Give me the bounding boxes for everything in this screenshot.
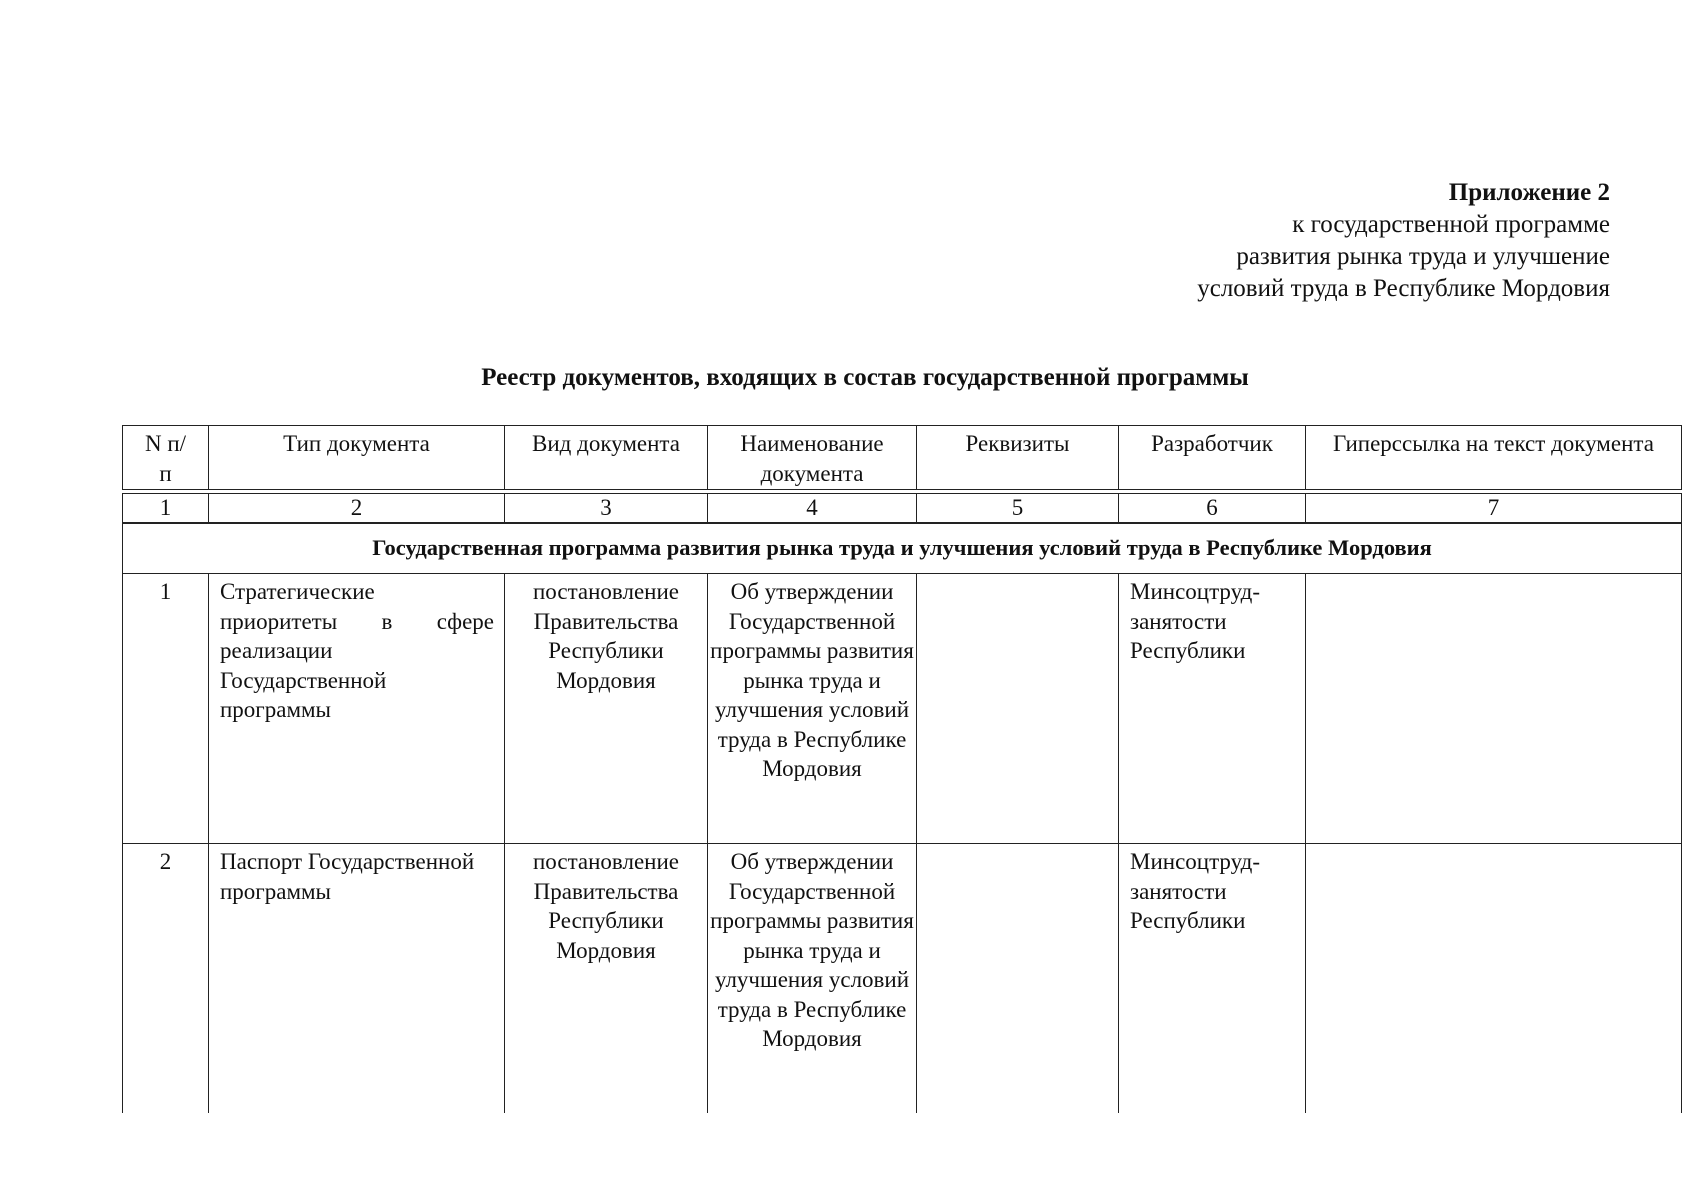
section-row bbox=[123, 523, 1682, 574]
table-row bbox=[123, 574, 1682, 844]
row-name: Об утверждении Государственной программы развития рынка труда и улучшения условий труда в Республике Мордовия bbox=[708, 844, 917, 1114]
row-name: Об утверждении Государственной программы развития рынка труда и улучшения условий труда в Республике Мордовия bbox=[708, 574, 917, 844]
header-cell-name: Наименование документа bbox=[708, 426, 917, 490]
appendix-line-2: развития рынка труда и улучшение bbox=[1236, 243, 1610, 270]
row-developer: Минсоцтруд-занятости Республики bbox=[1119, 574, 1306, 844]
row-kind: постановление Правительства Республики Мордовия bbox=[505, 844, 708, 1114]
header-row bbox=[123, 426, 1682, 490]
row-number: 1 bbox=[123, 574, 209, 844]
column-number: 3 bbox=[505, 494, 708, 524]
column-number: 7 bbox=[1306, 494, 1682, 524]
row-requisites bbox=[917, 844, 1119, 1114]
column-number-row bbox=[123, 494, 1682, 524]
row-link bbox=[1306, 844, 1682, 1114]
appendix-line-1: к государственной программе bbox=[1292, 211, 1610, 238]
column-number: 5 bbox=[917, 494, 1119, 524]
row-kind: постановление Правительства Республики Мордовия bbox=[505, 574, 708, 844]
header-cell-developer: Разработчик bbox=[1119, 426, 1306, 490]
row-requisites bbox=[917, 574, 1119, 844]
column-number-table bbox=[122, 493, 1682, 524]
section-title: Государственная программа развития рынка труда и улучшения условий труда в Республике Мордовия bbox=[123, 523, 1682, 574]
row-developer: Минсоцтруд-занятости Республики bbox=[1119, 844, 1306, 1114]
header-cell-kind: Вид документа bbox=[505, 426, 708, 490]
header-cell-link: Гиперссылка на текст документа bbox=[1306, 426, 1682, 490]
header-cell-number: N п/п bbox=[123, 426, 209, 490]
appendix-heading: Приложение 2 bbox=[1448, 179, 1610, 206]
column-number: 1 bbox=[123, 494, 209, 524]
column-number: 6 bbox=[1119, 494, 1306, 524]
registry-header-table bbox=[122, 425, 1682, 490]
table-row bbox=[123, 844, 1682, 1114]
appendix-block bbox=[1197, 177, 1610, 305]
appendix-line-3: условий труда в Республике Мордовия bbox=[1197, 275, 1610, 302]
row-number: 2 bbox=[123, 844, 209, 1114]
row-type: Паспорт Государственной программы bbox=[209, 844, 505, 1114]
column-number: 4 bbox=[708, 494, 917, 524]
column-number: 2 bbox=[209, 494, 505, 524]
document-title: Реестр документов, входящих в состав государственной программы bbox=[481, 364, 1249, 391]
row-link bbox=[1306, 574, 1682, 844]
row-type: Стратегические приоритеты в сфере реализации Государственной программы bbox=[209, 574, 505, 844]
header-cell-requisites: Реквизиты bbox=[917, 426, 1119, 490]
header-cell-type: Тип документа bbox=[209, 426, 505, 490]
registry-body-table bbox=[122, 522, 1682, 1113]
